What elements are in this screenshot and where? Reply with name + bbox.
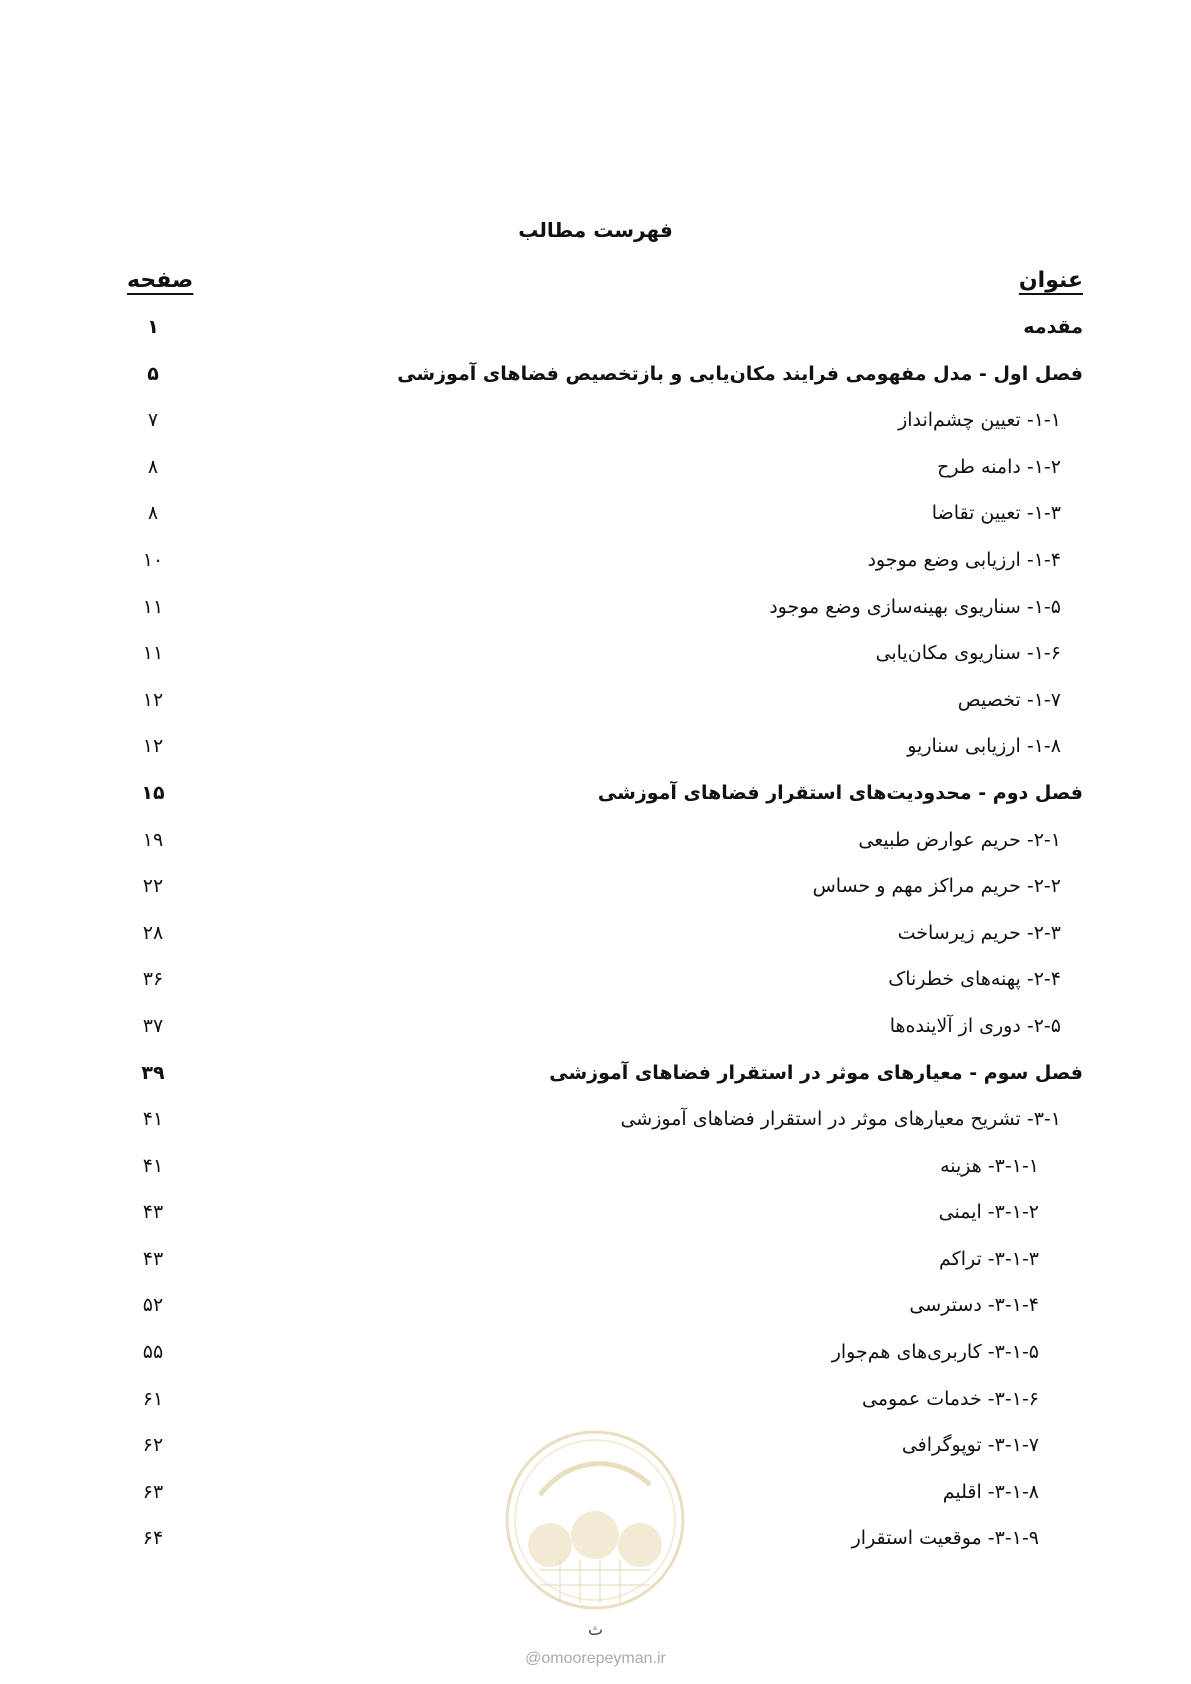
toc-entry-page: ۸ <box>147 502 159 525</box>
toc-section-row <box>0 727 1191 774</box>
toc-entry-page: ۶۲ <box>142 1434 164 1457</box>
watermark-logo-icon <box>500 1425 690 1615</box>
toc-entry-label: ۳-۱-۵- کاربری‌های هم‌جوار <box>831 1341 1039 1364</box>
toc-entry-page: ۱۵ <box>141 781 165 804</box>
toc-section-row <box>0 960 1191 1007</box>
toc-entry-label: ۱-۸- ارزیابی سناریو <box>907 735 1061 758</box>
toc-entry-page: ۱۲ <box>142 735 164 758</box>
toc-section-row <box>0 1380 1191 1427</box>
watermark-url: @omoorepeyman.ir <box>525 1650 666 1667</box>
toc-section-row <box>0 1147 1191 1194</box>
toc-section-row <box>0 821 1191 868</box>
toc-entry-label: ۲-۱- حریم عوارض طبیعی <box>858 828 1061 851</box>
toc-entry-label: ۱-۷- تخصیص <box>957 688 1061 711</box>
toc-entry-label: ۲-۲- حریم مراکز مهم و حساس <box>812 875 1061 898</box>
toc-section-row <box>0 634 1191 681</box>
toc-entry-label: ۱-۳- تعیین تقاضا <box>931 502 1061 525</box>
toc-entry-page: ۱۱ <box>142 642 164 665</box>
toc-entry-label: ۳-۱-۸- اقلیم <box>942 1480 1039 1503</box>
toc-entry-label: فصل دوم - محدودیت‌های استقرار فضاهای آموزشی <box>597 781 1083 804</box>
toc-entry-label: ۳-۱-۲- ایمنی <box>938 1201 1039 1224</box>
toc-chapter-row <box>0 774 1191 821</box>
toc-section-row <box>0 448 1191 495</box>
toc-entry-label: ۲-۳- حریم زیرساخت <box>897 921 1061 944</box>
toc-entry-page: ۶۱ <box>142 1387 164 1410</box>
toc-entry-page: ۱۲ <box>142 688 164 711</box>
page-number: ث <box>587 1620 604 1639</box>
column-header-page: صفحه <box>127 268 194 293</box>
toc-entry-label: ۱-۲- دامنه طرح <box>937 455 1061 478</box>
toc-entry-label: ۳-۱- تشریح معیارهای موثر در استقرار فضاهای آموزشی <box>620 1108 1061 1131</box>
toc-section-row <box>0 1100 1191 1147</box>
toc-section-row <box>0 588 1191 635</box>
toc-section-row <box>0 1333 1191 1380</box>
toc-entry-page: ۵۲ <box>142 1294 164 1317</box>
toc-entry-label: ۳-۱-۳- تراکم <box>939 1247 1039 1270</box>
toc-entry-page: ۶۳ <box>142 1480 164 1503</box>
toc-chapter-row <box>0 1054 1191 1101</box>
toc-entry-label: ۱-۶- سناریوی مکان‌یابی <box>875 642 1061 665</box>
toc-title: فهرست مطالب <box>518 218 673 242</box>
toc-entry-page: ۵ <box>147 362 159 385</box>
toc-entry-page: ۱ <box>147 316 159 338</box>
toc-entry-label: ۳-۱-۹- موقعیت استقرار <box>851 1527 1039 1550</box>
toc-entry-label: ۳-۱-۱- هزینه <box>940 1154 1039 1177</box>
toc-entry-page: ۸ <box>147 455 159 478</box>
toc-entry-page: ۶۴ <box>142 1527 164 1550</box>
toc-section-row <box>0 541 1191 588</box>
toc-chapter-row <box>0 308 1191 355</box>
toc-entry-page: ۲۲ <box>142 875 164 898</box>
toc-section-row <box>0 494 1191 541</box>
toc-section-row <box>0 401 1191 448</box>
toc-entry-page: ۲۸ <box>142 921 164 944</box>
toc-entry-page: ۵۵ <box>142 1341 164 1364</box>
toc-entry-label: فصل سوم - معیارهای موثر در استقرار فضاهای آموزشی <box>549 1061 1083 1084</box>
toc-entry-page: ۱۱ <box>142 595 164 618</box>
toc-entry-page: ۱۹ <box>142 828 164 851</box>
toc-entry-page: ۴۱ <box>142 1154 164 1177</box>
toc-entry-page: ۱۰ <box>142 548 164 571</box>
toc-entry-label: فصل اول - مدل مفهومی فرایند مکان‌یابی و بازتخصیص فضاهای آموزشی <box>397 362 1083 385</box>
toc-entry-label: ۲-۴- پهنه‌های خطرناک <box>888 968 1061 991</box>
toc-section-row <box>0 914 1191 961</box>
toc-entry-page: ۳۷ <box>142 1014 164 1037</box>
toc-chapter-row <box>0 355 1191 402</box>
toc-entry-page: ۳۶ <box>142 968 164 991</box>
toc-entry-page: ۳۹ <box>141 1061 165 1084</box>
toc-entry-label: مقدمه <box>1023 316 1083 338</box>
toc-section-row <box>0 1240 1191 1287</box>
toc-entry-page: ۷ <box>147 409 159 432</box>
toc-section-row <box>0 1193 1191 1240</box>
toc-entry-label: ۳-۱-۴- دسترسی <box>909 1294 1039 1317</box>
toc-entry-label: ۱-۴- ارزیابی وضع موجود <box>867 548 1061 571</box>
toc-entry-page: ۴۱ <box>142 1108 164 1131</box>
toc-entry-label: ۱-۱- تعیین چشم‌انداز <box>898 409 1061 432</box>
column-header-title: عنوان <box>1018 268 1083 293</box>
toc-entry-page: ۴۳ <box>142 1201 164 1224</box>
toc-entry-page: ۴۳ <box>142 1247 164 1270</box>
toc-entry-label: ۳-۱-۶- خدمات عمومی <box>862 1387 1039 1410</box>
toc-section-row <box>0 681 1191 728</box>
toc-entry-label: ۳-۱-۷- توپوگرافی <box>901 1434 1039 1457</box>
toc-section-row <box>0 867 1191 914</box>
toc-entry-label: ۱-۵- سناریوی بهینه‌سازی وضع موجود <box>769 595 1061 618</box>
toc-section-row <box>0 1007 1191 1054</box>
toc-section-row <box>0 1286 1191 1333</box>
toc-entry-label: ۲-۵- دوری از آلاینده‌ها <box>889 1014 1061 1037</box>
toc-entries <box>0 308 1191 1566</box>
